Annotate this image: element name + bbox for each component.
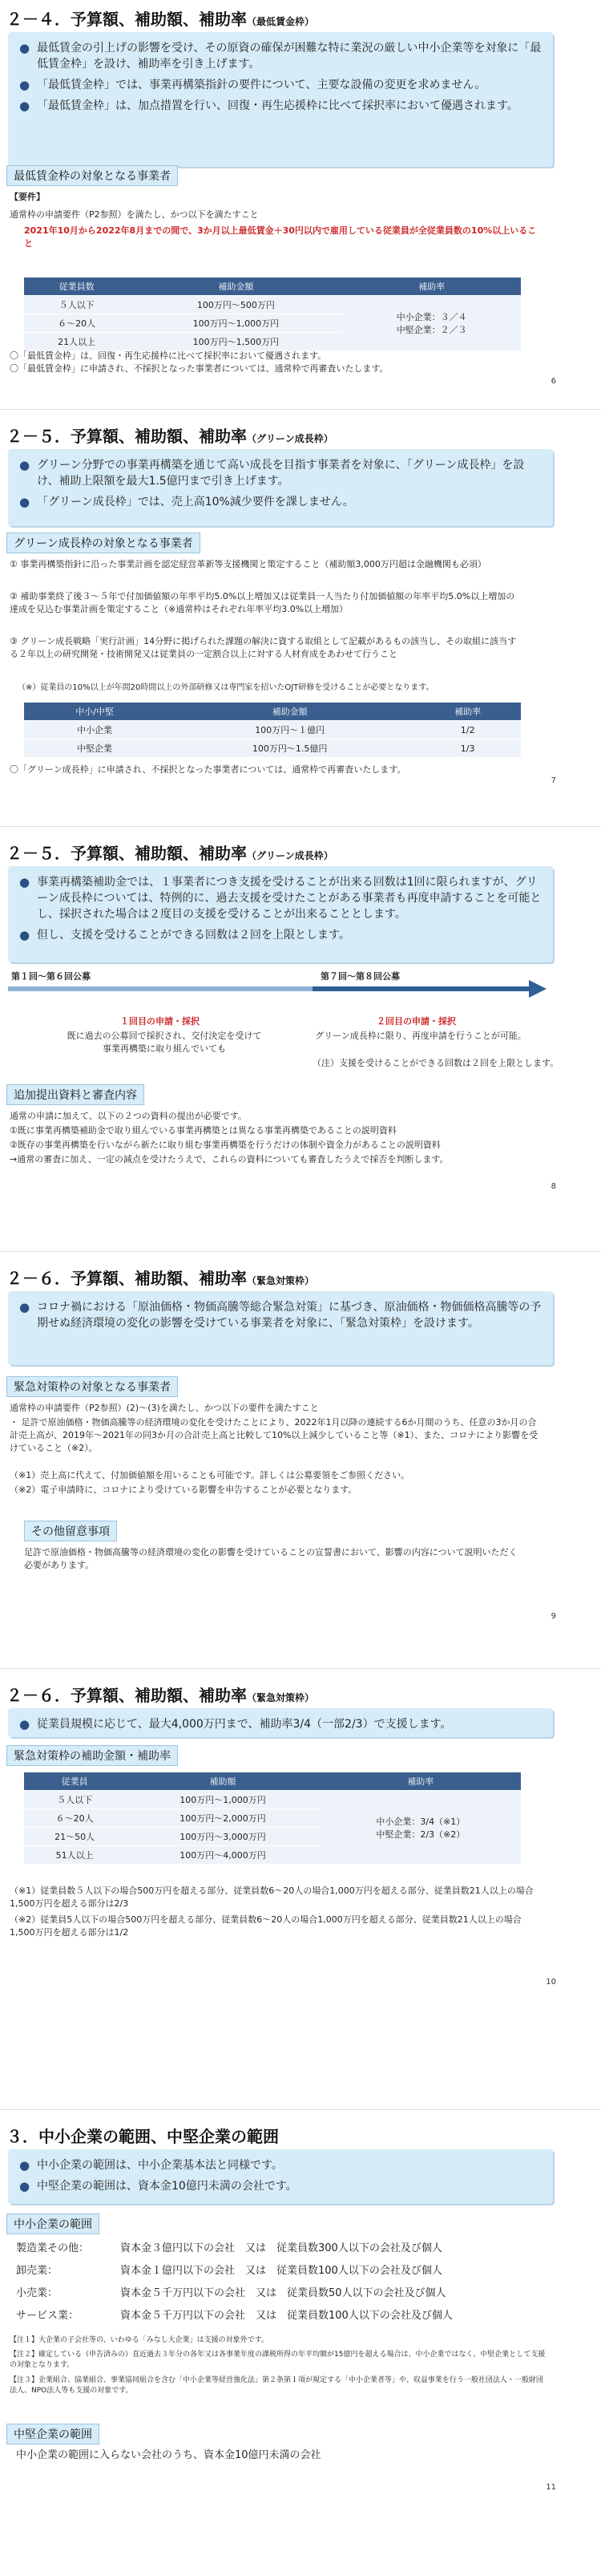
scope-category: 製造業その他： (16, 2242, 90, 2254)
note-text: 〇「最低賃金枠」に申請され、不採択となった事業者については、通常枠で再審査いたします。 (10, 363, 389, 374)
table-cell: 100万円～3,000万円 (125, 1828, 320, 1846)
title-text: ２－６．予算額、補助額、補助率 (6, 1269, 247, 1288)
summary-bullet: ● 中小企業の範囲は、中小企業基本法と同様です。 (18, 2157, 543, 2173)
section-green-growth-repeat (0, 834, 601, 1243)
requirement-highlight: 2021年10月から2022年8月までの間で、3か月以上最低賃金＋30円以内で雇用している従業員が全従業員数の10%以上いること (24, 225, 537, 249)
table-cell: ５人以下 (24, 296, 129, 314)
summary-bullet: ● コロナ禍における「原油価格・物価高騰等総合緊急対策」に基づき、原油価格・物価価格高騰等の予期せぬ経済環境の変化の影響を受けている事業者を対象に、「緊急対策枠」を設けます。 (18, 1299, 543, 1331)
scope-note: 【注２】確定している（申告済みの）直近過去３年分の各年又は各事業年度の課税所得の年平均額が15億円を超える場合は、中小企業ではなく、中堅企業として支援の対象となります。 (10, 2351, 546, 2369)
note-text: 〇「グリーン成長枠」に申請され、不採択となった事業者については、通常枠で再審査いたします。 (10, 764, 406, 775)
summary-box (8, 32, 553, 167)
table-cell: 100万円～2,000万円 (125, 1809, 320, 1828)
table-cell: 100万円～1.5億円 (165, 739, 414, 758)
scope-definition: 資本金５千万円以下の会社 又は 従業員数100人以下の会社及び個人 (120, 2310, 453, 2322)
scope-category: サービス業： (16, 2310, 79, 2322)
section-label: グリーン成長枠の対象となる事業者 (6, 533, 200, 553)
table-header: 中小/中堅 (24, 703, 165, 721)
requirements-heading: 【要件】 (10, 192, 45, 202)
timeline-right-label: 第７回～第８回公募 (321, 971, 400, 982)
page-divider (0, 2109, 601, 2110)
scope-category: 卸売業： (16, 2265, 58, 2277)
title-text: ２－５．予算額、補助額、補助率 (6, 427, 247, 446)
table-row (24, 739, 521, 758)
scope-category: 小売業： (16, 2287, 58, 2299)
body-line: 通常の申請に加えて、以下の２つの資料の提出が必要です。 (10, 1111, 247, 1121)
table-row (24, 1791, 521, 1809)
body-line: ①既に事業再構築補助金で取り組んでいる事業再構築とは異なる事業再構築であることの説明資料 (10, 1125, 397, 1136)
summary-box (8, 866, 553, 962)
first-application-title: １回目の申請・採択 (120, 1016, 200, 1027)
table-cell-rate: 中小企業：３／４ 中堅企業：２／３ (342, 296, 521, 351)
table-cell: 21人以上 (24, 333, 129, 351)
table-cell: 1/2 (414, 721, 521, 739)
scope-note: 【注３】企業組合、協業組合、事業協同組合を含む「中小企業等経営強化法」第２条第１項が規定する「中小企業者等」や、収益事業を行う一般社団法人・一般財団法人、NPO法人等も支援の対象です。 (10, 2376, 543, 2395)
table-header: 補助率 (321, 1772, 521, 1791)
title-sub: （グリーン成長枠） (247, 433, 333, 444)
footnote: （※1）従業員数５人以下の場合500万円を超える部分、従業員数6～20人の場合1,000万円を超える部分、従業員数21人以上の場合1,500万円を超える部分は2/3 (10, 1885, 534, 1909)
section-title (6, 6, 314, 30)
second-application-title: ２回目の申請・採択 (377, 1016, 456, 1027)
section-label: その他留意事項 (24, 1521, 117, 1541)
table-cell: 100万円～1,000万円 (129, 314, 342, 333)
table-cell: ６～20人 (24, 314, 129, 333)
page-number: 10 (546, 1978, 556, 1987)
table-header: 補助率 (414, 703, 521, 721)
section-title (6, 423, 333, 447)
section-company-scope (0, 2117, 601, 2576)
scope-definition: 資本金３億円以下の会社 又は 従業員数300人以下の会社及び個人 (120, 2242, 442, 2254)
table-row (24, 296, 521, 314)
subsidy-table (24, 703, 521, 757)
page-divider (0, 1251, 601, 1252)
section-minimum-wage (0, 0, 601, 385)
requirement-item: ① 事業再構築指針に沿った事業計画を認定経営革新等支援機関と策定すること（補助額3,000万円超は金融機関も必須） (10, 559, 486, 569)
table-cell: 100万円～１億円 (165, 721, 414, 739)
second-application-desc: グリーン成長枠に限り、再度申請を行うことが可能。 (315, 1031, 526, 1041)
summary-bullet: ● 「グリーン成長枠」では、売上高10%減少要件を課しません。 (18, 494, 543, 510)
summary-bullet: ● 事業再構築補助金では、１事業者につき支援を受けることが出来る回数は1回に限られますが、グリーン成長枠については、特例的に、過去支援を受けたことがある事業者も再度申請することを可能とし、採択された場合は２度目の支援を受けることが出来ることとします。 (18, 874, 543, 922)
table-cell-rate: 中小企業：3/4（※1） 中堅企業：2/3（※2） (321, 1791, 521, 1865)
summary-bullet: ● 従業員規模に応じて、最大4,000万円まで、補助率3/4（一部2/3）で支援します。 (18, 1716, 543, 1732)
summary-bullet: ● 但し、支援を受けることができる回数は２回を上限とします。 (18, 927, 543, 943)
first-application-desc: 既に過去の公募回で採択され、交付決定を受けて事業再構築に取り組んでいても (67, 1031, 262, 1054)
section-title (6, 840, 333, 864)
title-text: ３．中小企業の範囲、中堅企業の範囲 (6, 2127, 279, 2146)
section-label: 緊急対策枠の対象となる事業者 (6, 1376, 178, 1397)
table-cell: 100万円～4,000万円 (125, 1846, 320, 1865)
limit-note: （注）支援を受けることができる回数は２回を上限とします。 (313, 1058, 559, 1068)
section-title (6, 1683, 314, 1706)
section-label: 緊急対策枠の補助金額・補助率 (6, 1745, 178, 1766)
subsidy-table (24, 1772, 521, 1864)
summary-bullet: ● 「最低賃金枠」は、加点措置を行い、回復・再生応援枠に比べて採択率において優遇されます。 (18, 98, 543, 114)
table-cell: 100万円～1,000万円 (125, 1791, 320, 1809)
table-cell: 中堅企業 (24, 739, 165, 758)
table-header: 従業員数 (24, 277, 129, 296)
table-header: 補助額 (125, 1772, 320, 1791)
requirement-text: 通常枠の申請要件（P2参照）を満たし、かつ以下を満たすこと (10, 209, 259, 220)
footnote: （※2）従業員5人以下の場合500万円を超える部分、従業員数6～20人の場合1,000万円を超える部分、従業員数21人以上の場合1,500万円を超える部分は1/2 (10, 1914, 522, 1938)
table-header: 補助率 (342, 277, 521, 296)
table-row (24, 721, 521, 739)
table-cell: 21～50人 (24, 1828, 125, 1846)
body-line: ・ 足許で原油価格・物価高騰等の経済環境の変化を受けたことにより、2022年1月以降の連続する6か月間のうち、任意の3か月の合計売上高が、2019年～2021年の同3か月の合計売上高と比較して10%以上減少していること等（※1）、また、コロナにより影響を受けていること（※2）。 (10, 1417, 538, 1453)
section-label: 最低賃金枠の対象となる事業者 (6, 165, 178, 186)
body-line: （※2）電子申請時に、コロナにより受けている影響を申告することが必要となります。 (10, 1484, 357, 1495)
requirement-footnote: （※）従業員の10%以上が年間20時間以上の外部研修又は専門家を招いたOJT研修を受けることが必要となります。 (18, 683, 434, 692)
section-label: 中堅企業の範囲 (6, 2424, 99, 2444)
section-label: 中小企業の範囲 (6, 2213, 99, 2234)
scope-note: 【注１】大企業の子会社等の、いわゆる「みなし大企業」は支援の対象外です。 (10, 2336, 268, 2344)
table-cell: 100万円～500万円 (129, 296, 342, 314)
page-number: 8 (551, 1182, 556, 1191)
table-cell: 100万円～1,500万円 (129, 333, 342, 351)
page-divider (0, 826, 601, 827)
section-emergency (0, 1259, 601, 1660)
section-title (6, 1266, 314, 1289)
body-line: （※1）売上高に代えて、付加価値額を用いることも可能です。詳しくは公募要領をご参照ください。 (10, 1470, 410, 1480)
body-line: ②既存の事業再構築を行いながら新たに取り組む事業再構築を行うだけの体制や資金力があることの説明資料 (10, 1140, 441, 1150)
subsidy-table (24, 277, 521, 350)
section-title (6, 2124, 279, 2147)
table-header: 補助金額 (165, 703, 414, 721)
note-text: 足許で原油価格・物価高騰等の経済環境の変化の影響を受けていることの宣誓書において、影響の内容について説明いただく必要があります。 (24, 1547, 518, 1570)
page-number: 11 (546, 2483, 556, 2492)
title-sub: （緊急対策枠） (247, 1275, 315, 1286)
page-number: 6 (551, 377, 556, 385)
table-cell: ６～20人 (24, 1809, 125, 1828)
table-header: 従業員 (24, 1772, 125, 1791)
timeline-left-label: 第１回～第６回公募 (11, 971, 91, 982)
section-green-growth (0, 417, 601, 818)
body-line: 通常枠の申請要件（P2参照）(2)～(3)を満たし、かつ以下の要件を満たすこと (10, 1403, 319, 1413)
mid-scope-text: 中小企業の範囲に入らない会社のうち、資本金10億円未満の会社 (16, 2449, 321, 2461)
summary-box (8, 1708, 553, 1737)
summary-box (8, 1291, 553, 1365)
table-cell: 1/3 (414, 739, 521, 758)
note-text: 〇「最低賃金枠」は、回復・再生応援枠に比べて採択率において優遇されます。 (10, 350, 327, 361)
page-divider (0, 1668, 601, 1669)
title-text: ２－５．予算額、補助額、補助率 (6, 844, 247, 863)
title-sub: （最低賃金枠） (247, 16, 315, 27)
table-header: 補助金額 (129, 277, 342, 296)
section-emergency-amounts (0, 1676, 601, 2109)
title-sub: （グリーン成長枠） (247, 850, 333, 861)
table-cell: ５人以下 (24, 1791, 125, 1809)
summary-bullet: ● 中堅企業の範囲は、資本金10億円未満の会社です。 (18, 2178, 543, 2194)
scope-definition: 資本金１億円以下の会社 又は 従業員数100人以下の会社及び個人 (120, 2265, 442, 2277)
title-text: ２－４．予算額、補助額、補助率 (6, 10, 247, 29)
title-text: ２－６．予算額、補助額、補助率 (6, 1686, 247, 1705)
summary-bullet: ● 最低賃金の引上げの影響を受け、その原資の確保が困難な特に業況の厳しい中小企業等を対象に「最低賃金枠」を設け、補助率を引き上げます。 (18, 40, 543, 72)
scope-definition: 資本金５千万円以下の会社 又は 従業員数50人以下の会社及び個人 (120, 2287, 446, 2299)
section-label: 追加提出資料と審査内容 (6, 1084, 144, 1105)
summary-bullet: ● 「最低賃金枠」では、事業再構築指針の要件について、主要な設備の変更を求めません。 (18, 77, 543, 93)
summary-box (8, 449, 553, 526)
page-number: 9 (551, 1612, 556, 1621)
page-number: 7 (551, 776, 556, 785)
body-line: →通常の審査に加え、一定の減点を受けたうえで、これらの資料についても審査したうえで採否を判断します。 (10, 1154, 449, 1164)
title-sub: （緊急対策枠） (247, 1692, 315, 1703)
page-divider (0, 409, 601, 410)
table-cell: 51人以上 (24, 1846, 125, 1865)
table-cell: 中小企業 (24, 721, 165, 739)
requirement-item: ② 補助事業終了後３～５年で付加価値額の年率平均5.0%以上増加又は従業員一人当たり付加価値額の年率平均5.0%以上増加の達成を見込む事業計画を策定すること（※通常枠はそれぞれ年率平均3.0%以上増加） (10, 591, 515, 614)
summary-bullet: ● グリーン分野での事業再構築を通じて高い成長を目指す事業者を対象に、「グリーン成長枠」を設け、補助上限額を最大1.5億円まで引き上げます。 (18, 457, 543, 489)
summary-box (8, 2149, 553, 2204)
requirement-item: ③ グリーン成長戦略「実行計画」14分野に掲げられた課題の解決に資する取組として記載があるもの該当し、その取組に該当する２年以上の研究開発・技術開発又は従業員の一定割合以上に対する人材育成をあわせて行うこと (10, 636, 517, 659)
